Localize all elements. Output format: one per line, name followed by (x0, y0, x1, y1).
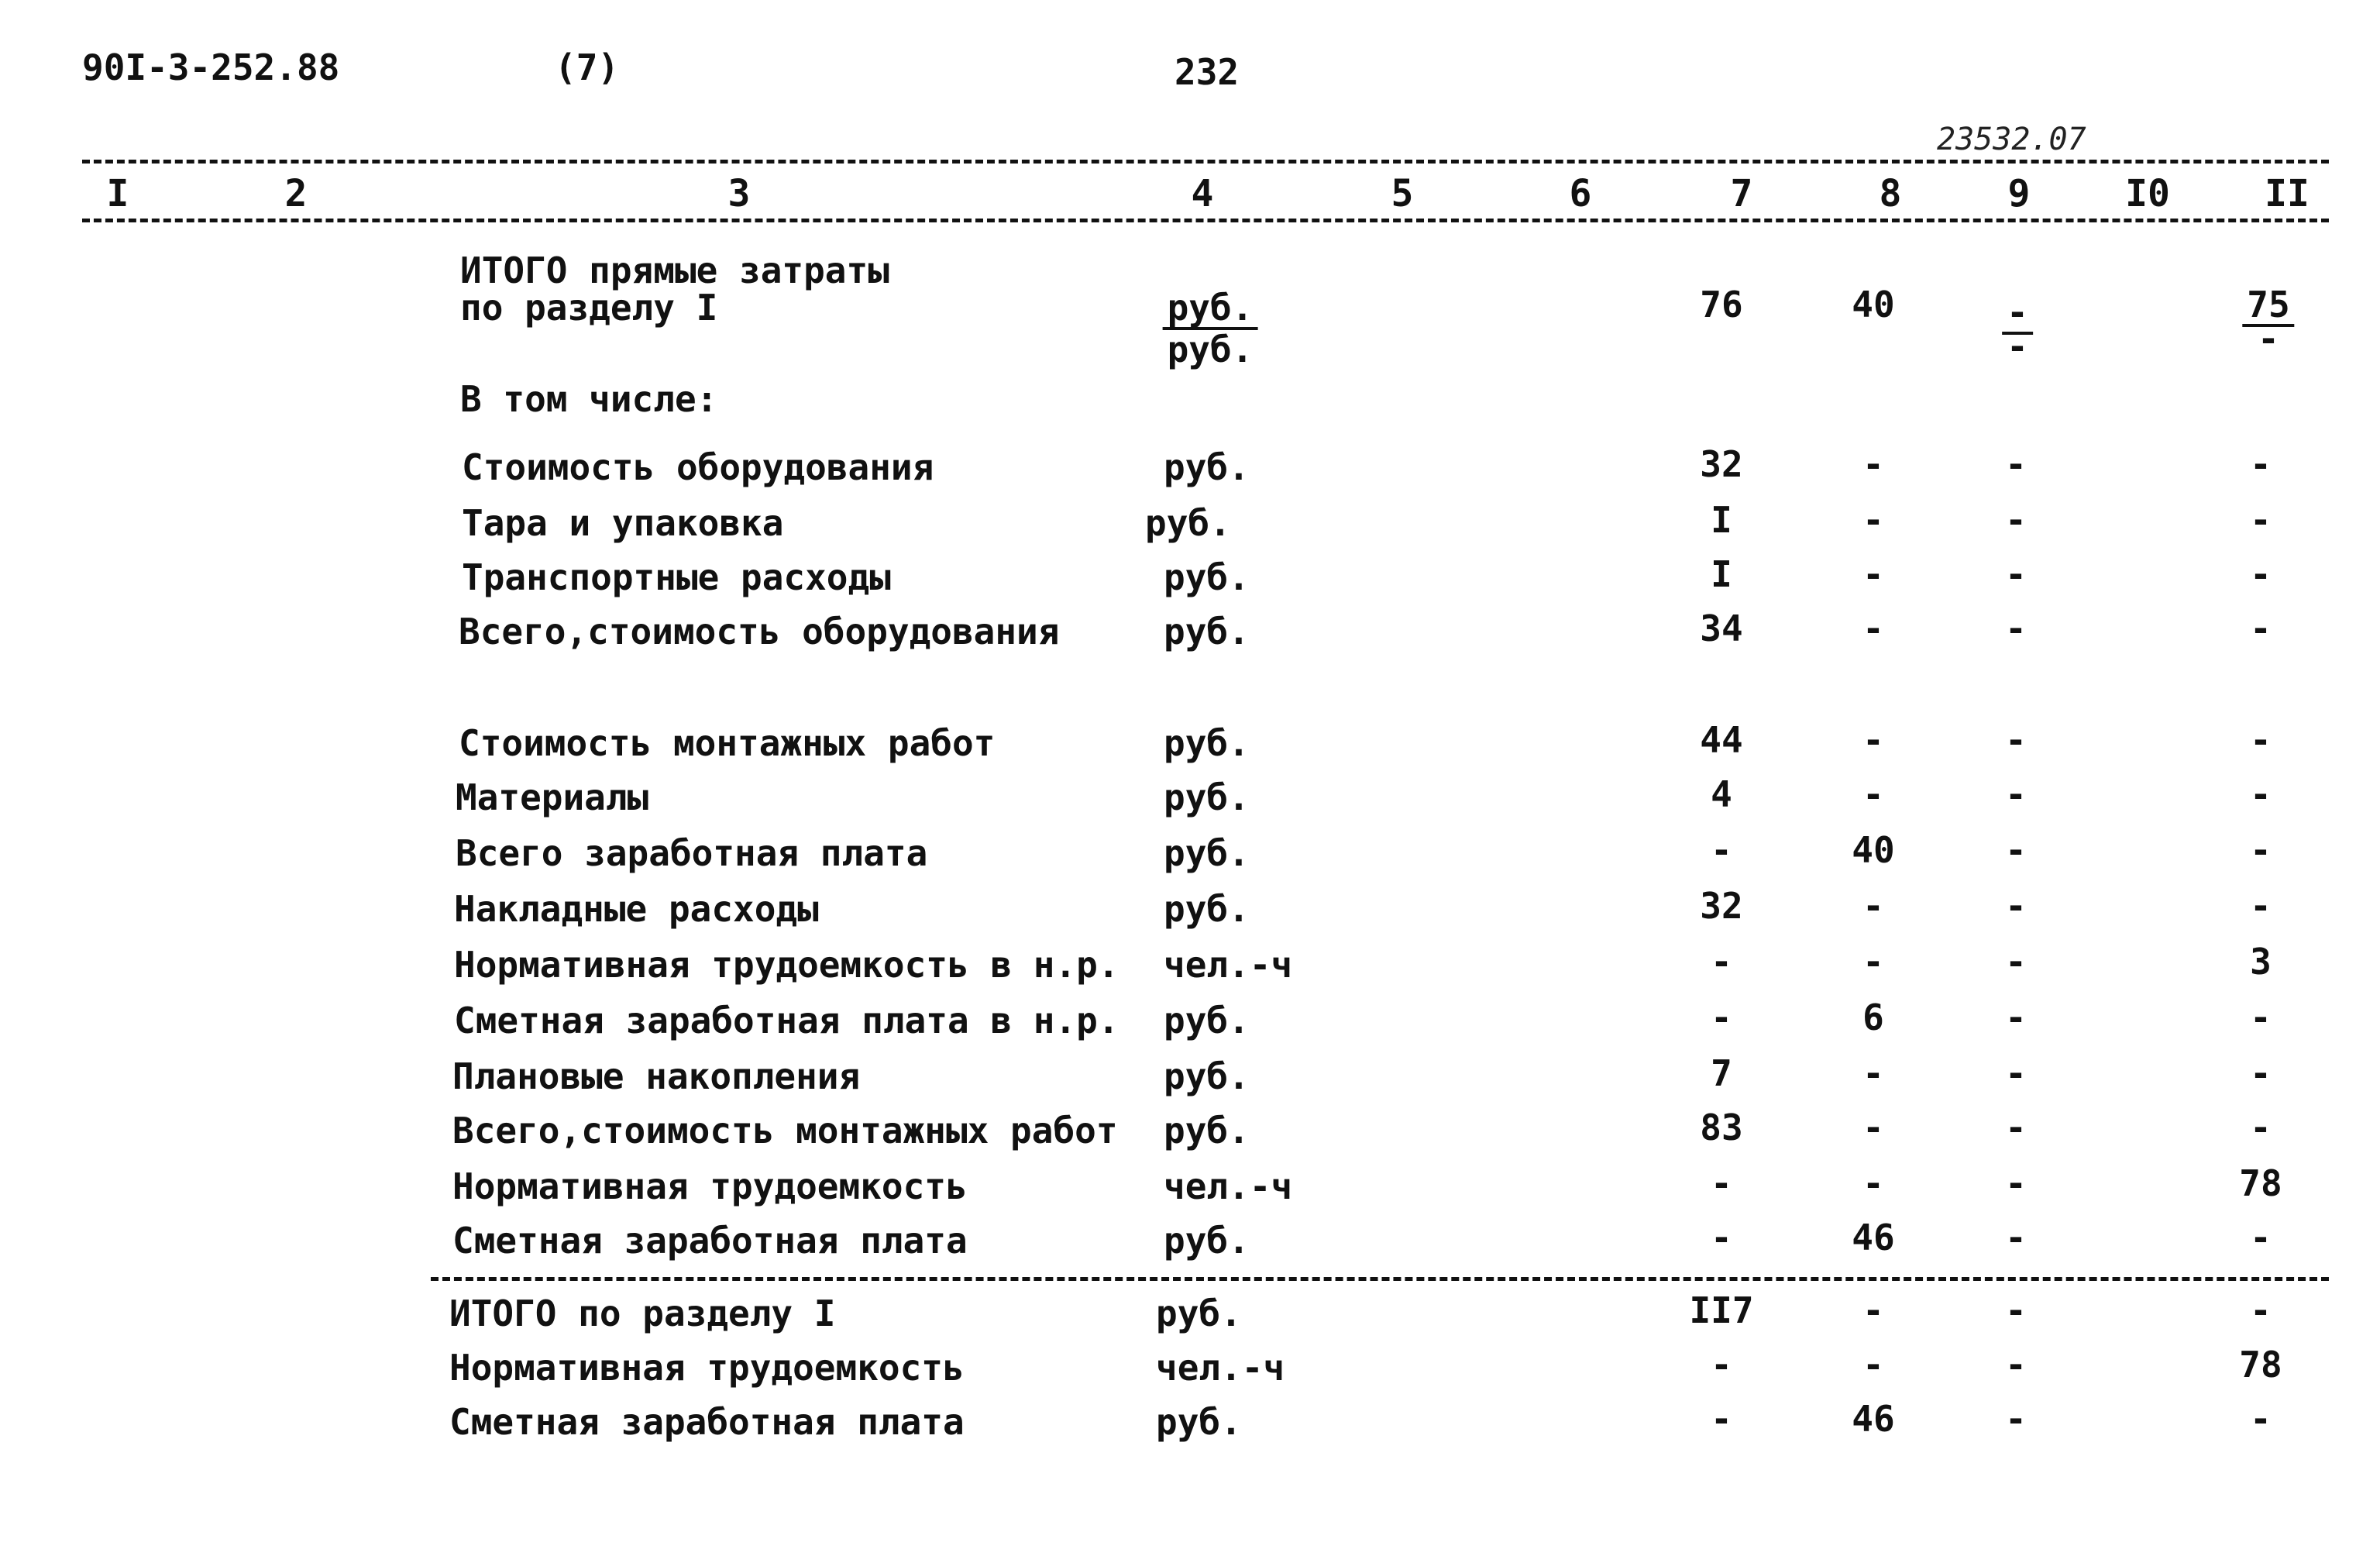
col9-top: - (2002, 294, 2033, 335)
row-cell-col7: I (1711, 499, 1732, 541)
row-label: Нормативная трудоемкость (449, 1347, 965, 1389)
row-cell-col11: - (2250, 499, 2272, 541)
row-label: Сметная заработная плата (452, 1220, 968, 1262)
row-label: Стоимость монтажных работ (459, 722, 996, 764)
row-cell-col9: - (2005, 773, 2027, 815)
row-cell-col11: - (2250, 773, 2272, 815)
column-number-3: 3 (727, 172, 751, 215)
row-cell-col9: - (2005, 1052, 2027, 1094)
row-unit: руб. (1164, 1055, 1250, 1097)
row-label: ИТОГО по разделу I (449, 1293, 836, 1334)
row-label: Всего,стоимость монтажных работ (452, 1110, 1118, 1152)
row-label: Плановые накопления (452, 1055, 861, 1097)
row-cell-col9: - (2005, 997, 2027, 1038)
column-number-9: 9 (2007, 172, 2031, 215)
row-cell-col7: 32 (1700, 885, 1743, 927)
row-cell-col11: - (2250, 1289, 2272, 1331)
row-cell-col11: - (2250, 1052, 2272, 1094)
row-cell-col7: 34 (1700, 608, 1743, 649)
row-cell-col7: 44 (1700, 719, 1743, 761)
first-row-col7: 76 (1700, 284, 1743, 325)
row-unit: руб. (1164, 446, 1250, 488)
col11-bottom: - (2258, 318, 2279, 360)
row-cell-col8: - (1862, 1344, 1884, 1386)
row-cell-col8: - (1862, 443, 1884, 485)
subtitle-including: В том числе: (460, 378, 718, 420)
row-unit: чел.-ч (1164, 1165, 1293, 1207)
row-unit: чел.-ч (1164, 944, 1293, 986)
unit-top: руб. (1163, 290, 1258, 330)
row-cell-col9: - (2005, 1289, 2027, 1331)
row-unit: руб. (1156, 1401, 1242, 1443)
row-unit: руб. (1164, 722, 1250, 764)
column-number-6: 6 (1569, 172, 1592, 215)
total-direct-costs-label-line1: ИТОГО прямые затраты (460, 250, 889, 291)
header-bottom-rule (82, 219, 2329, 222)
row-cell-col7: - (1711, 829, 1732, 871)
row-cell-col7: - (1711, 1217, 1732, 1258)
row-label: Сметная заработная плата в н.р. (454, 1000, 1119, 1041)
row-cell-col8: 40 (1852, 829, 1895, 871)
column-number-1: I (106, 172, 129, 215)
row-cell-col8: - (1862, 1052, 1884, 1094)
row-cell-col9: - (2005, 1107, 2027, 1148)
row-label: Накладные расходы (454, 888, 819, 930)
row-cell-col8: - (1862, 499, 1884, 541)
row-cell-col7: - (1711, 941, 1732, 983)
row-cell-col9: - (2005, 885, 2027, 927)
row-label: Нормативная трудоемкость (452, 1165, 968, 1207)
unit-bottom: руб. (1167, 329, 1254, 370)
row-cell-col9: - (2005, 719, 2027, 761)
handwritten-code: 23532.07 (1937, 122, 2086, 157)
row-unit: руб. (1156, 1293, 1242, 1334)
row-cell-col8: - (1862, 719, 1884, 761)
row-label: Нормативная трудоемкость в н.р. (454, 944, 1119, 986)
page-number: 232 (1175, 51, 1240, 93)
row-cell-col9: - (2005, 1398, 2027, 1440)
row-cell-col7: - (1711, 997, 1732, 1038)
row-cell-col8: - (1862, 773, 1884, 815)
row-cell-col11: - (2250, 885, 2272, 927)
row-cell-col9: - (2005, 941, 2027, 983)
row-unit: руб. (1164, 1110, 1250, 1152)
first-row-unit-fraction (1163, 287, 1258, 370)
column-number-11: II (2265, 172, 2309, 215)
row-cell-col8: 46 (1852, 1398, 1895, 1440)
first-row-col11-fraction (2242, 284, 2294, 360)
row-cell-col7: 83 (1700, 1107, 1743, 1148)
column-number-8: 8 (1879, 172, 1902, 215)
row-unit: чел.-ч (1156, 1347, 1285, 1389)
row-cell-col11: - (2250, 829, 2272, 871)
row-cell-col11: - (2250, 608, 2272, 649)
row-cell-col11: - (2250, 1107, 2272, 1148)
row-cell-col9: - (2005, 1217, 2027, 1258)
row-cell-col11: 78 (2239, 1162, 2282, 1204)
row-cell-col9: - (2005, 1344, 2027, 1386)
column-number-10: I0 (2125, 172, 2170, 215)
row-unit: руб. (1164, 832, 1250, 874)
row-cell-col7: I (1711, 553, 1732, 595)
row-cell-col9: - (2005, 1162, 2027, 1204)
col9-bottom: - (2007, 325, 2028, 367)
row-cell-col8: - (1862, 885, 1884, 927)
row-cell-col9: - (2005, 553, 2027, 595)
row-cell-col11: - (2250, 443, 2272, 485)
row-label: Всего,стоимость оборудования (459, 611, 1060, 652)
row-cell-col11: - (2250, 997, 2272, 1038)
column-number-7: 7 (1730, 172, 1753, 215)
row-cell-col11: - (2250, 1217, 2272, 1258)
row-cell-col7: II7 (1689, 1289, 1754, 1331)
row-cell-col8: - (1862, 1162, 1884, 1204)
row-cell-col9: - (2005, 499, 2027, 541)
row-cell-col7: - (1711, 1344, 1732, 1386)
row-label: Всего заработная плата (456, 832, 928, 874)
row-cell-col8: 46 (1852, 1217, 1895, 1258)
row-unit: руб. (1164, 1220, 1250, 1262)
row-cell-col7: 7 (1711, 1052, 1732, 1094)
row-cell-col7: 4 (1711, 773, 1732, 815)
row-cell-col11: - (2250, 1398, 2272, 1440)
first-row-col8: 40 (1852, 284, 1895, 325)
totals-separator-rule (431, 1277, 2329, 1281)
row-label: Транспортные расходы (462, 556, 891, 598)
row-label: Тара и упаковка (462, 502, 784, 544)
row-cell-col8: - (1862, 1289, 1884, 1331)
row-cell-col11: 78 (2239, 1344, 2282, 1386)
row-cell-col9: - (2005, 608, 2027, 649)
column-number-4: 4 (1191, 172, 1214, 215)
row-label: Стоимость оборудования (462, 446, 934, 488)
column-number-5: 5 (1391, 172, 1414, 215)
row-label: Сметная заработная плата (449, 1401, 965, 1443)
row-cell-col8: - (1862, 608, 1884, 649)
row-cell-col8: 6 (1862, 997, 1884, 1038)
col11-top: 75 (2242, 287, 2294, 327)
row-cell-col8: - (1862, 553, 1884, 595)
row-cell-col7: - (1711, 1398, 1732, 1440)
row-cell-col8: - (1862, 941, 1884, 983)
row-cell-col11: 3 (2250, 941, 2272, 983)
row-cell-col11: - (2250, 719, 2272, 761)
column-number-2: 2 (284, 172, 308, 215)
row-cell-col9: - (2005, 443, 2027, 485)
row-cell-col11: - (2250, 553, 2272, 595)
row-unit: руб. (1164, 1000, 1250, 1041)
row-cell-col7: 32 (1700, 443, 1743, 485)
row-label: Материалы (456, 776, 649, 818)
row-cell-col9: - (2005, 829, 2027, 871)
document-code: 90I-3-252.88 (82, 46, 340, 88)
row-unit: руб. (1164, 611, 1250, 652)
first-row-col9-fraction (2002, 291, 2033, 367)
row-unit: руб. (1164, 556, 1250, 598)
row-cell-col7: - (1711, 1162, 1732, 1204)
header-top-rule (82, 160, 2329, 164)
sheet-mark: (7) (555, 46, 620, 88)
row-unit: руб. (1145, 502, 1231, 544)
row-unit: руб. (1164, 776, 1250, 818)
row-unit: руб. (1164, 888, 1250, 930)
row-cell-col8: - (1862, 1107, 1884, 1148)
total-direct-costs-label-line2: по разделу I (460, 287, 718, 329)
